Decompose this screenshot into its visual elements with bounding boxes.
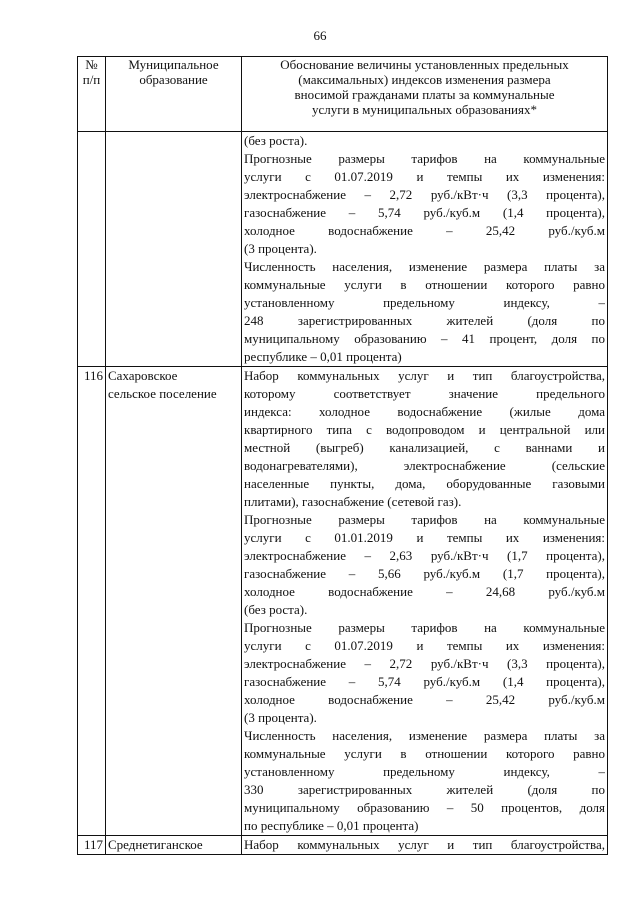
page-number: 66	[313, 28, 327, 43]
justification-cell	[242, 367, 608, 836]
justification-text-line: муниципальному образованию – 50 процентов, доля	[244, 800, 605, 815]
justification-text-line: холодное водоснабжение – 25,42 руб./куб.м	[244, 692, 605, 707]
justification-cell	[242, 132, 608, 367]
justification-text-line: холодное водоснабжение – 24,68 руб./куб.м	[244, 584, 605, 599]
justification-text-line: установленному предельному индексу, –	[244, 764, 605, 779]
tariff-table	[77, 56, 608, 855]
justification-text-line: услуги с 01.07.2019 и темпы их изменения:	[244, 638, 605, 653]
justification-text-line: электроснабжение – 2,63 руб./кВт·ч (1,7 процента),	[244, 548, 605, 563]
header-number-line: п/п	[82, 72, 101, 87]
justification-text-line: по республике – 0,01 процента)	[244, 818, 419, 833]
table-row	[78, 132, 608, 367]
justification-text-line: индекса: холодное водоснабжение (жилые дома	[244, 404, 605, 419]
table-header-row	[78, 57, 608, 132]
header-justification-line: (максимальных) индексов изменения размера	[298, 72, 551, 87]
justification-text-line: водонагревателями), электроснабжение (сельские	[244, 458, 605, 473]
justification-text-line: (без роста).	[244, 133, 308, 148]
justification-text-line: (3 процента).	[244, 710, 317, 725]
justification-text-line: коммунальные услуги в отношении которого равно	[244, 746, 605, 761]
justification-text-line: Прогнозные размеры тарифов на коммунальные	[244, 620, 605, 635]
header-municipality-line: Муниципальное	[128, 57, 219, 72]
justification-text-line: газоснабжение – 5,74 руб./куб.м (1,4 процента),	[244, 205, 605, 220]
header-number	[78, 57, 106, 132]
justification-text-line: квартирного типа с водопроводом и центральной или	[244, 422, 605, 437]
table-row	[78, 367, 608, 836]
justification-text-line: муниципальному образованию – 41 процент, доля по	[244, 331, 605, 346]
justification-text-line: Прогнозные размеры тарифов на коммунальные	[244, 151, 605, 166]
justification-text-line: коммунальные услуги в отношении которого равно	[244, 277, 605, 292]
municipality-name-line: сельское поселение	[108, 386, 217, 401]
header-justification	[242, 57, 608, 132]
justification-text-line: (3 процента).	[244, 241, 317, 256]
justification-text-line: Набор коммунальных услуг и тип благоустройства,	[244, 368, 605, 383]
justification-text-line: Набор коммунальных услуг и тип благоустройства,	[244, 837, 605, 852]
justification-text-line: Численность населения, изменение размера платы за	[244, 728, 605, 743]
justification-text-line: электроснабжение – 2,72 руб./кВт·ч (3,3 процента),	[244, 187, 605, 202]
header-justification-line: услуги в муниципальных образованиях*	[311, 102, 537, 117]
justification-text-line: Численность населения, изменение размера платы за	[244, 259, 605, 274]
justification-text-line: услуги с 01.01.2019 и темпы их изменения:	[244, 530, 605, 545]
municipality-cell	[106, 836, 242, 855]
justification-text-line: Прогнозные размеры тарифов на коммунальные	[244, 512, 605, 527]
justification-text-line: газоснабжение – 5,66 руб./куб.м (1,7 процента),	[244, 566, 605, 581]
justification-text-line: которому соответствует значение предельного	[244, 386, 605, 401]
justification-text-line: 248 зарегистрированных жителей (доля по	[244, 313, 605, 328]
justification-text-line: электроснабжение – 2,72 руб./кВт·ч (3,3 процента),	[244, 656, 605, 671]
header-justification-line: Обоснование величины установленных предельных	[280, 57, 569, 72]
municipality-cell	[106, 132, 242, 367]
justification-cell	[242, 836, 608, 855]
justification-text-line: 330 зарегистрированных жителей (доля по	[244, 782, 605, 797]
justification-text-line: населенные пункты, дома, оборудованные газовыми	[244, 476, 605, 491]
row-number: 117	[78, 836, 106, 855]
header-municipality-line: образование	[139, 72, 208, 87]
municipality-name-line: Сахаровское	[108, 368, 178, 383]
municipality-cell	[106, 367, 242, 836]
header-municipality	[106, 57, 242, 132]
justification-text-line: газоснабжение – 5,74 руб./куб.м (1,4 процента),	[244, 674, 605, 689]
justification-text-line: (без роста).	[244, 602, 308, 617]
header-justification-line: вносимой гражданами платы за коммунальные	[294, 87, 555, 102]
municipality-name-line: Среднетиганское	[108, 837, 203, 852]
row-number	[78, 132, 106, 367]
table-row	[78, 836, 608, 855]
justification-text-line: услуги с 01.07.2019 и темпы их изменения:	[244, 169, 605, 184]
justification-text-line: местной (выгреб) канализацией, с ваннами и	[244, 440, 605, 455]
justification-text-line: установленному предельному индексу, –	[244, 295, 605, 310]
justification-text-line: плитами), газоснабжение (сетевой газ).	[244, 494, 462, 509]
justification-text-line: республике – 0,01 процента)	[244, 349, 402, 364]
justification-text-line: холодное водоснабжение – 25,42 руб./куб.м	[244, 223, 605, 238]
row-number: 116	[78, 367, 106, 836]
header-number-line: №	[85, 57, 98, 72]
